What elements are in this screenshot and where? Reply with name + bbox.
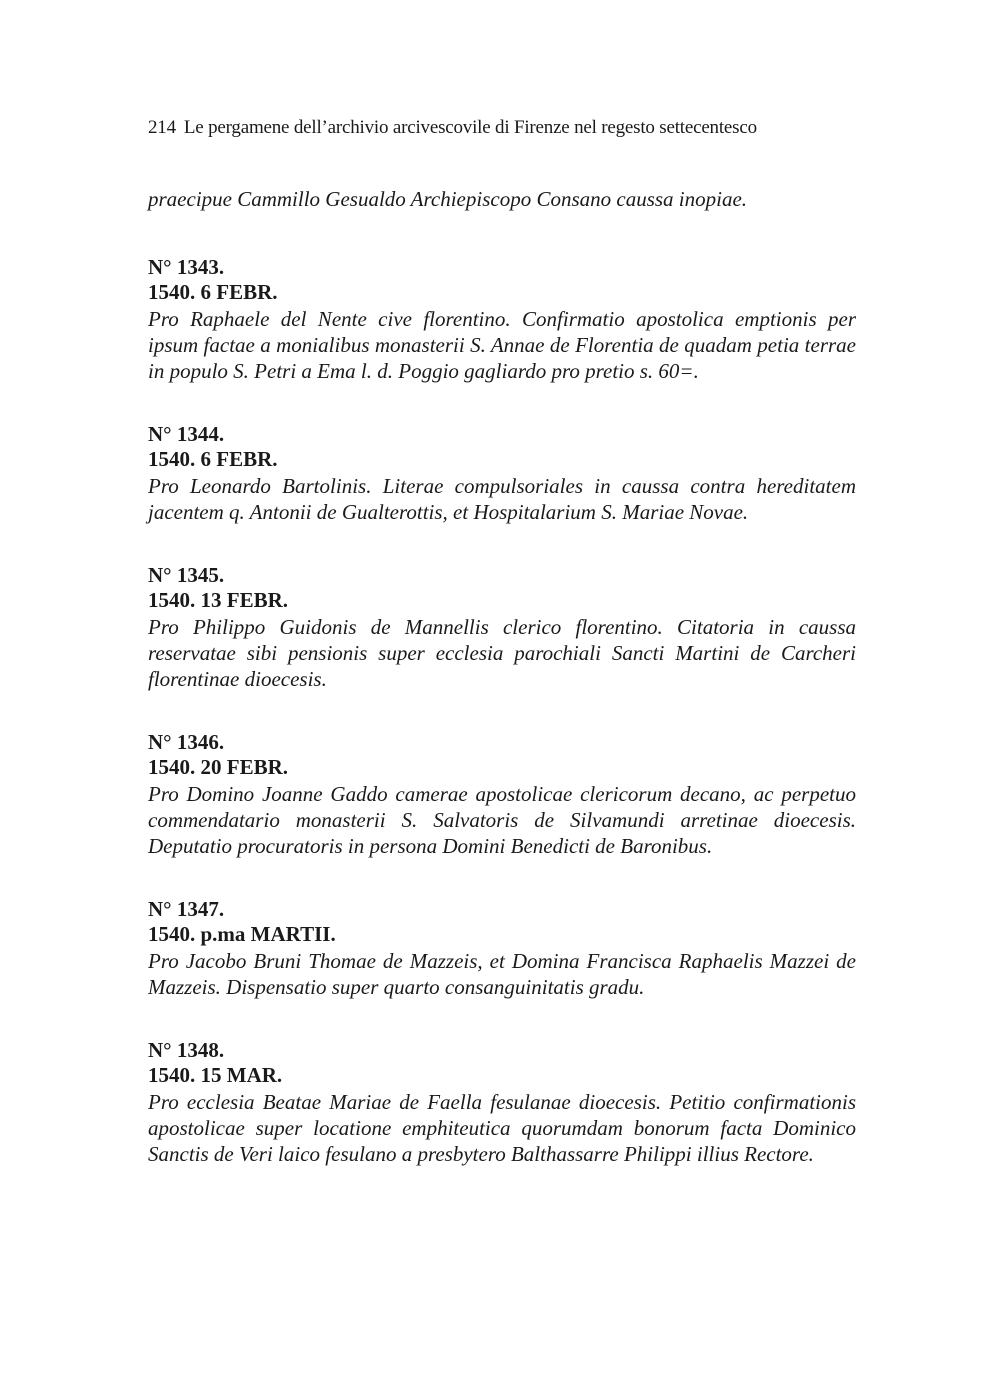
regest-entry xyxy=(148,563,856,692)
entry-number: N° 1348. xyxy=(148,1038,225,1062)
entry-date: 1540. 15 MAR. xyxy=(148,1063,283,1087)
entry-text: Pro ecclesia Beatae Mariae de Faella fesulanae dioecesis. Petitio confirmationis apostolicae super locatione emphiteutica quorumdam bonorum facta Dominico Sanctis de Veri laico fesulano a presbytero Balthassarre Philippi illius Rectore. xyxy=(148,1090,856,1166)
entry-number: N° 1344. xyxy=(148,422,225,446)
entry-text: Pro Jacobo Bruni Thomae de Mazzeis, et Domina Francisca Raphaelis Mazzei de Mazzeis. Dispensatio super quarto consanguinitatis gradu. xyxy=(148,949,856,999)
entry-text: Pro Raphaele del Nente cive florentino. Confirmatio apostolica emptionis per ipsum factae a monialibus monasterii S. Annae de Florentia de quadam petia terrae in populo S. Petri a Ema l. d. Poggio gagliardo pro pretio s. 60=. xyxy=(148,307,856,383)
entry-date: 1540. 20 FEBR. xyxy=(148,755,289,779)
running-title: Le pergamene dell’archivio arcivescovile di Firenze nel regesto settecentesco xyxy=(183,117,757,138)
entry-number: N° 1345. xyxy=(148,563,225,587)
running-header xyxy=(148,117,757,139)
entry-text: Pro Leonardo Bartolinis. Literae compulsoriales in caussa contra hereditatem jacentem q. Antonii de Gualterottis, et Hospitalarium S. Mariae Novae. xyxy=(148,474,856,524)
regest-entry xyxy=(148,422,856,525)
entry-date: 1540. 6 FEBR. xyxy=(148,447,278,471)
entry-text: Pro Philippo Guidonis de Mannellis clerico florentino. Citatoria in caussa reservatae sibi pensionis super ecclesia parochiali Sancti Martini de Carcheri florentinae dioecesis. xyxy=(148,615,856,691)
page-body xyxy=(148,186,856,1205)
page-number: 214 xyxy=(148,117,176,138)
regest-entry xyxy=(148,730,856,859)
entry-number: N° 1346. xyxy=(148,730,225,754)
entry-date: 1540. p.ma MARTII. xyxy=(148,922,336,946)
entry-number: N° 1347. xyxy=(148,897,225,921)
entry-date: 1540. 13 FEBR. xyxy=(148,588,289,612)
regest-entry xyxy=(148,897,856,1000)
entry-date: 1540. 6 FEBR. xyxy=(148,280,278,304)
entry-text: Pro Domino Joanne Gaddo camerae apostolicae clericorum decano, ac perpetuo commendatario monasterii S. Salvatoris de Silvamundi arretinae dioecesis. Deputatio procuratoris in persona Domini Benedicti de Baronibus. xyxy=(148,782,856,858)
continuation-text: praecipue Cammillo Gesualdo Archiepiscopo Consano caussa inopiae. xyxy=(148,187,748,211)
entry-number: N° 1343. xyxy=(148,255,225,279)
regest-entry xyxy=(148,255,856,384)
regest-entry xyxy=(148,1038,856,1167)
